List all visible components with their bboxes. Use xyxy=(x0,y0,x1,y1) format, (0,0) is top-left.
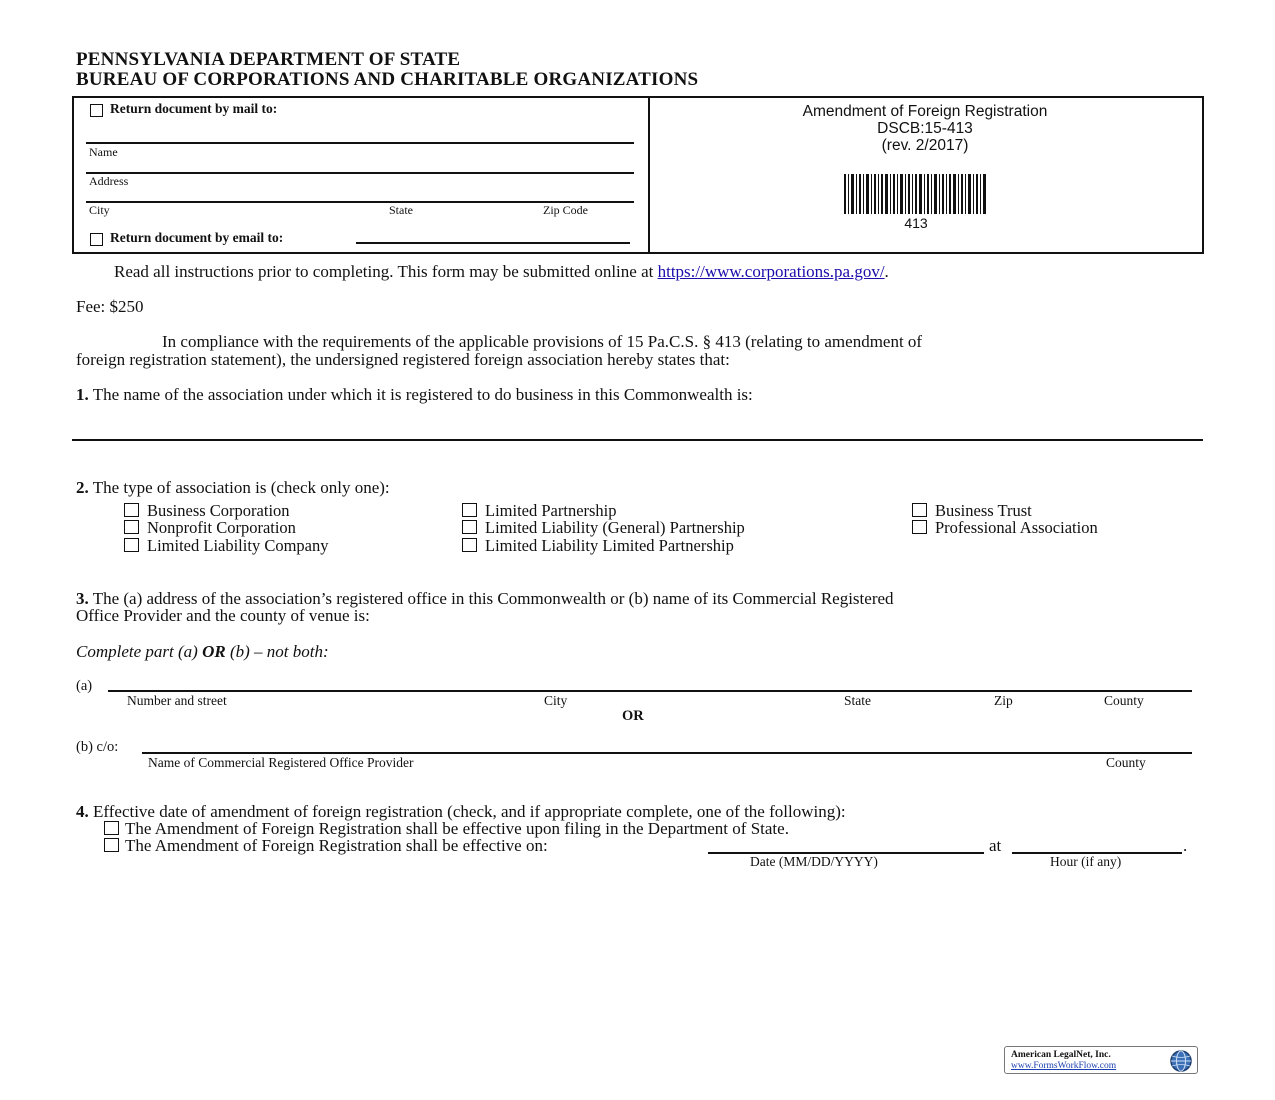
or-separator: OR xyxy=(622,708,644,724)
question-1-number: 1. xyxy=(76,385,89,404)
instruction-part-a: Complete part (a) xyxy=(76,642,203,661)
association-name-line[interactable] xyxy=(72,439,1203,441)
checkbox[interactable] xyxy=(124,520,139,534)
option-lllp[interactable] xyxy=(462,536,734,556)
question-3-line2: Office Provider and the county of venue is: xyxy=(76,606,370,625)
option-label: Limited Liability (General) Partnership xyxy=(485,518,745,537)
question-3-line1: The (a) address of the association’s registered office in this Commonwealth or (b) name of its Commercial Registered xyxy=(92,589,894,608)
county-column-label: County xyxy=(1104,693,1144,708)
email-line[interactable] xyxy=(356,242,630,244)
option-nonprofit-corporation[interactable] xyxy=(124,518,296,538)
question-1 xyxy=(76,385,753,405)
globe-icon xyxy=(1169,1049,1193,1073)
provider-name-label: Name of Commercial Registered Office Provider xyxy=(148,755,414,770)
city-label: City xyxy=(89,203,110,217)
option-limited-liability-company[interactable] xyxy=(124,536,328,556)
state-label: State xyxy=(389,203,413,217)
checkbox[interactable] xyxy=(462,538,477,552)
option-label: The Amendment of Foreign Registration shall be effective upon filing in the Department of State. xyxy=(125,819,789,838)
option-label: Nonprofit Corporation xyxy=(147,518,296,537)
zip-code-label: Zip Code xyxy=(543,203,588,217)
q4-period: . xyxy=(1183,836,1188,855)
address-label: Address xyxy=(89,174,129,188)
bureau-title: BUREAU OF CORPORATIONS AND CHARITABLE ORGANIZATIONS xyxy=(76,69,699,90)
barcode-number: 413 xyxy=(904,215,928,231)
option-label: Professional Association xyxy=(935,518,1098,537)
instructions-sentence: Read all instructions prior to completing. This form may be submitted online at xyxy=(114,262,654,281)
option-label: Limited Liability Limited Partnership xyxy=(485,536,734,555)
option-label: Business Trust xyxy=(935,501,1032,520)
return-by-mail-checkbox[interactable] xyxy=(90,104,103,117)
effective-on-date-option[interactable] xyxy=(104,836,548,856)
checkbox[interactable] xyxy=(912,520,927,534)
city-column-label: City xyxy=(544,693,568,708)
hour-label: Hour (if any) xyxy=(1050,854,1122,869)
checkbox[interactable] xyxy=(104,838,119,852)
question-1-text: The name of the association under which it is registered to do business in this Commonwealth is: xyxy=(92,385,753,404)
checkbox[interactable] xyxy=(462,520,477,534)
compliance-line2: foreign registration statement), the undersigned registered foreign association hereby states that: xyxy=(76,350,730,369)
part-b-provider-line[interactable] xyxy=(142,752,1192,754)
fee-text: Fee: $250 xyxy=(76,297,144,316)
form-title: Amendment of Foreign Registration xyxy=(802,103,1048,120)
part-a-label: (a) xyxy=(76,678,93,694)
corporations-link[interactable]: https://www.corporations.pa.gov/ xyxy=(657,262,885,281)
number-street-label: Number and street xyxy=(127,693,227,708)
instructions-period: . xyxy=(884,262,889,281)
return-by-email-label: Return document by email to: xyxy=(110,230,284,245)
checkbox[interactable] xyxy=(104,821,119,835)
checkbox[interactable] xyxy=(912,503,927,517)
at-label: at xyxy=(989,836,1002,855)
logo-url[interactable]: www.FormsWorkFlow.com xyxy=(1011,1061,1117,1071)
date-format-label: Date (MM/DD/YYYY) xyxy=(750,854,878,869)
complete-instruction xyxy=(76,642,329,662)
question-3-number: 3. xyxy=(76,589,89,608)
checkbox[interactable] xyxy=(124,503,139,517)
question-2 xyxy=(76,478,390,498)
question-4-text: Effective date of amendment of foreign registration (check, and if appropriate complete, one of the following): xyxy=(93,802,846,821)
logo-company: American LegalNet, Inc. xyxy=(1011,1050,1111,1060)
compliance-line1: In compliance with the requirements of the applicable provisions of 15 Pa.C.S. § 413 (relating to amendment of xyxy=(162,332,923,351)
county-b-label: County xyxy=(1106,755,1146,770)
question-2-text: The type of association is (check only one): xyxy=(92,478,390,497)
checkbox[interactable] xyxy=(462,503,477,517)
name-label: Name xyxy=(89,145,118,159)
part-a-address-line[interactable] xyxy=(108,690,1192,692)
return-by-mail-label: Return document by mail to: xyxy=(110,101,278,116)
form-info xyxy=(648,103,1202,154)
option-label: Limited Partnership xyxy=(485,501,617,520)
question-2-number: 2. xyxy=(76,478,89,497)
instruction-part-b: (b) – not both: xyxy=(225,642,329,661)
option-label: Business Corporation xyxy=(147,501,290,520)
address-line[interactable] xyxy=(86,172,634,174)
name-line[interactable] xyxy=(86,142,634,144)
part-b-label: (b) c/o: xyxy=(76,739,119,755)
zip-column-label: Zip xyxy=(994,693,1013,708)
option-label: The Amendment of Foreign Registration shall be effective on: xyxy=(125,836,548,855)
american-legalnet-logo[interactable] xyxy=(1004,1046,1198,1074)
checkbox[interactable] xyxy=(124,538,139,552)
department-title: PENNSYLVANIA DEPARTMENT OF STATE xyxy=(76,49,461,70)
option-label: Limited Liability Company xyxy=(147,536,329,555)
option-llgp[interactable] xyxy=(462,518,745,538)
instructions-text xyxy=(114,262,889,282)
barcode-icon xyxy=(844,174,988,214)
instruction-or: OR xyxy=(202,642,226,661)
form-code: DSCB:15-413 xyxy=(877,120,973,137)
state-column-label: State xyxy=(844,693,871,708)
question-4-number: 4. xyxy=(76,802,89,821)
form-revision: (rev. 2/2017) xyxy=(881,137,969,154)
return-by-email-checkbox[interactable] xyxy=(90,233,103,246)
option-professional-association[interactable] xyxy=(912,518,1098,538)
